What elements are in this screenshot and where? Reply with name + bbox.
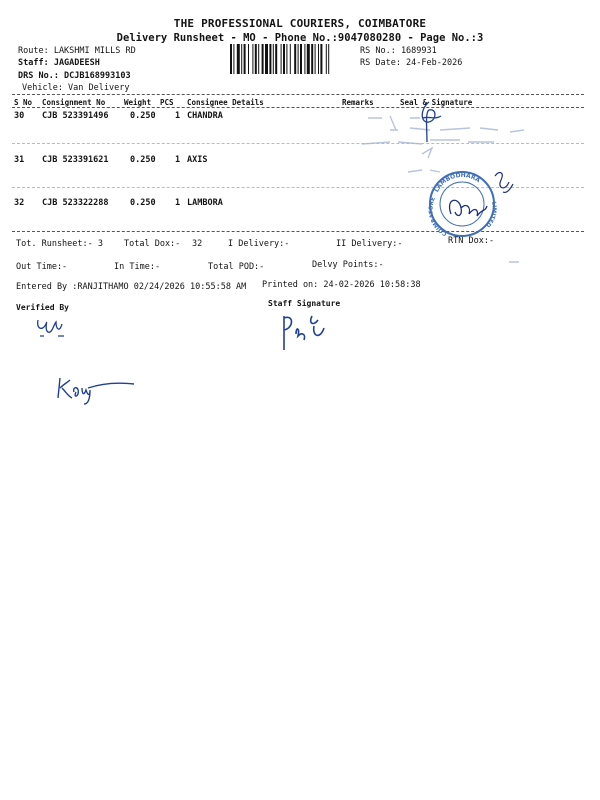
row-weight: 0.250 — [130, 111, 156, 121]
row-weight: 0.250 — [130, 198, 156, 208]
col-header-seal: Seal & Signature — [400, 98, 473, 107]
staff-signature-label: Staff Signature — [268, 299, 341, 308]
rs-number: RS No.: 1689931 — [360, 46, 437, 56]
barcode-bar — [311, 44, 313, 74]
row-consignment: CJB 523391496 — [42, 111, 109, 121]
barcode-bar — [326, 44, 327, 74]
barcode-bar — [273, 44, 274, 74]
scan-mark — [508, 258, 520, 266]
company-title: THE PROFESSIONAL COURIERS, COIMBATORE — [173, 17, 427, 30]
runsheet-subtitle: Delivery Runsheet - MO - Phone No.:9047080280 - Page No.:3 — [116, 32, 484, 44]
barcode-bar — [262, 44, 264, 74]
col-header-consignment: Consignment No — [42, 98, 106, 107]
row-consignee: AXIS — [187, 155, 208, 165]
delvy-points: Delvy Points:- — [312, 260, 384, 270]
col-header-remarks: Remarks — [342, 98, 374, 107]
barcode-bar — [294, 44, 296, 74]
col-header-pcs: PCS — [160, 98, 174, 107]
stamp-left-text: COIMBATORE — [428, 196, 449, 237]
tot-runsheet: Tot. Runsheet:- 3 — [16, 239, 103, 249]
barcode-bar — [328, 44, 329, 74]
stamp-top-text: LAMBODHARA — [433, 171, 482, 194]
barcode-bar — [320, 44, 322, 74]
barcode-bar — [258, 44, 259, 74]
col-header-consignee: Consignee Details — [187, 98, 264, 107]
divider-top — [12, 94, 584, 95]
printed-on: Printed on: 24-02-2026 10:58:38 — [262, 280, 421, 290]
row-consignment: CJB 523391621 — [42, 155, 109, 165]
barcode-bar — [304, 44, 305, 74]
barcode-bar — [300, 44, 302, 74]
row-consignment: CJB 523322288 — [42, 198, 109, 208]
handwritten-signature-icon — [278, 310, 334, 354]
in-time: In Time:- — [114, 262, 161, 272]
barcode-bar — [283, 44, 285, 74]
barcode-bar — [269, 44, 271, 74]
barcode-bar — [248, 44, 249, 74]
verified-by-label: Verified By — [16, 303, 69, 312]
barcode-bar — [307, 44, 310, 74]
staff-label: Staff: JAGADEESH — [18, 58, 100, 68]
route-label: Route: LAKSHMI MILLS RD — [18, 46, 136, 56]
rtn-dox: RTN Dox:- — [448, 236, 495, 246]
row-pcs: 1 — [175, 111, 181, 121]
row-pcs: 1 — [175, 198, 181, 208]
barcode-bar — [237, 44, 240, 74]
drs-number: DRS No.: DCJB168993103 — [18, 71, 131, 81]
row-sno: 30 — [14, 111, 25, 121]
handwritten-signature-icon — [415, 100, 445, 145]
handwritten-signature-icon — [54, 374, 138, 406]
total-pod: Total POD:- — [208, 262, 265, 272]
svg-text:COIMBATORE — [429, 196, 449, 236]
entered-by: Entered By :RANJITHAMO 02/24/2026 10:55:58 AM — [16, 282, 247, 292]
col-header-sno: S No — [14, 98, 33, 107]
barcode-bar — [255, 44, 257, 74]
barcode-bar — [244, 44, 246, 74]
row-sno: 32 — [14, 198, 25, 208]
row-consignee: LAMBORA — [187, 198, 223, 208]
barcode-icon — [230, 44, 357, 74]
out-time: Out Time:- — [16, 262, 68, 272]
barcode-bar — [275, 44, 277, 74]
stamp-right-text: LIMITED — [484, 201, 497, 228]
total-dox-value: 32 — [192, 239, 203, 249]
barcode-bar — [241, 44, 242, 74]
rs-date: RS Date: 24-Feb-2026 — [360, 58, 463, 68]
svg-text:LIMITED — [484, 201, 497, 228]
company-stamp-icon — [415, 168, 515, 240]
row-consignee: CHANDRA — [187, 111, 223, 121]
row-pcs: 1 — [175, 155, 181, 165]
row-sno: 31 — [14, 155, 25, 165]
ii-delivery: II Delivery:- — [336, 239, 403, 249]
barcode-bar — [286, 44, 287, 74]
barcode-bar — [230, 44, 232, 74]
vehicle-label: Vehicle: Van Delivery — [22, 83, 130, 93]
total-dox-label: Total Dox:- — [124, 239, 181, 249]
barcode-bar — [315, 44, 316, 74]
i-delivery: I Delivery:- — [228, 239, 290, 249]
barcode-bar — [252, 44, 253, 74]
row-weight: 0.250 — [130, 155, 156, 165]
barcode-bar — [290, 44, 291, 74]
barcode-bar — [281, 44, 282, 74]
barcode-bar — [265, 44, 268, 74]
barcode-bar — [233, 44, 234, 74]
barcode-bar — [318, 44, 319, 74]
handwritten-signature-icon — [34, 312, 70, 340]
barcode-bar — [298, 44, 299, 74]
col-header-weight: Weight — [124, 98, 152, 107]
